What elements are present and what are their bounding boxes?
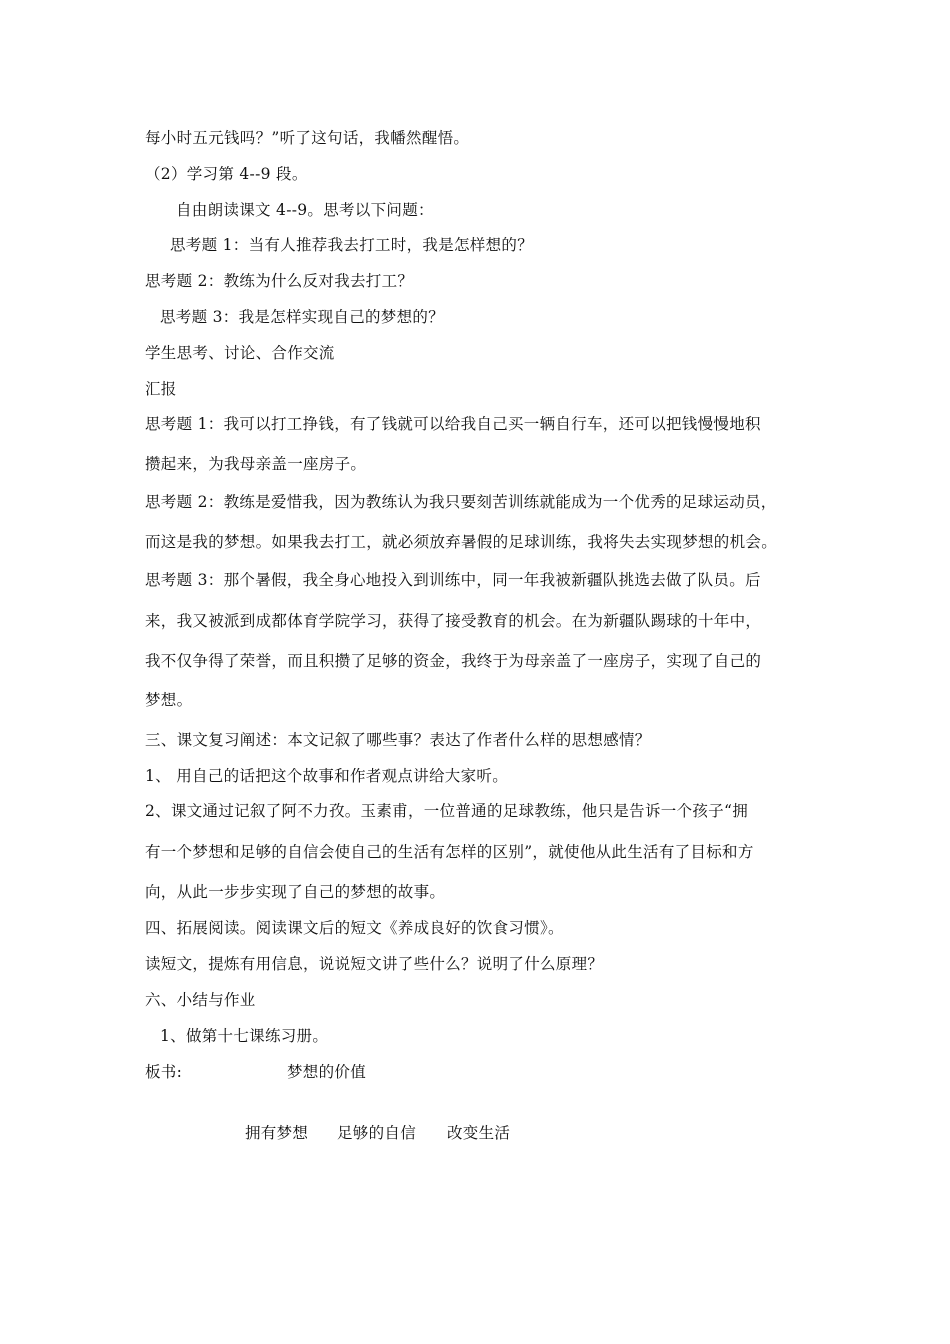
answer-line: 我不仅争得了荣誉，而且积攒了足够的资金，我终于为母亲盖了一座房子，实现了自己的 <box>145 652 762 670</box>
answer-line: 梦想。 <box>145 691 193 709</box>
answer-line: 思考题 3：那个暑假，我全身心地投入到训练中，同一年我被新疆队挑选去做了队员。后 <box>145 571 761 589</box>
question-line: 思考题 3：我是怎样实现自己的梦想的？ <box>160 308 444 326</box>
section-heading: 四、拓展阅读。阅读课文后的短文《养成良好的饮食习惯》。 <box>145 919 564 937</box>
answer-line: 来，我又被派到成都体育学院学习，获得了接受教育的机会。在为新疆队踢球的十年中， <box>145 612 762 630</box>
section-heading: 三、课文复习阐述：本文记叙了哪些事？表达了作者什么样的思想感情？ <box>145 731 651 749</box>
board-label: 板书: <box>145 1063 183 1081</box>
section-heading: （2）学习第 4--9 段。 <box>145 165 308 183</box>
text-line: 有一个梦想和足够的自信会使自己的生活有怎样的区别”，就使他从此生活有了目标和方 <box>145 843 754 861</box>
answer-line: 而这是我的梦想。如果我去打工，就必须放弃暑假的足球训练，我将失去实现梦想的机会。 <box>145 533 778 551</box>
section-heading: 六、小结与作业 <box>145 991 256 1009</box>
text-line: 向，从此一步步实现了自己的梦想的故事。 <box>145 883 446 901</box>
answer-line: 攒起来，为我母亲盖一座房子。 <box>145 455 367 473</box>
text-line: 学生思考、讨论、合作交流 <box>145 344 335 362</box>
board-item: 改变生活 <box>447 1124 511 1142</box>
text-line: 读短文，提炼有用信息，说说短文讲了些什么？说明了什么原理？ <box>145 955 604 973</box>
question-line: 思考题 2：教练为什么反对我去打工？ <box>145 272 414 290</box>
board-item: 拥有梦想 <box>245 1124 309 1142</box>
text-line: 每小时五元钱吗？”听了这句话，我幡然醒悟。 <box>145 129 470 147</box>
board-item: 足够的自信 <box>337 1124 417 1142</box>
text-line: 汇报 <box>145 380 177 398</box>
board-title: 梦想的价值 <box>287 1063 367 1081</box>
text-line: 1、 用自己的话把这个故事和作者观点讲给大家听。 <box>145 767 508 785</box>
text-line: 自由朗读课文 4--9。思考以下问题： <box>176 201 434 219</box>
question-line: 思考题 1：当有人推荐我去打工时，我是怎样想的？ <box>170 236 533 254</box>
text-line: 2、课文通过记叙了阿不力孜。玉素甫，一位普通的足球教练，他只是告诉一个孩子“拥 <box>145 802 748 820</box>
answer-line: 思考题 2：教练是爱惜我，因为教练认为我只要刻苦训练就能成为一个优秀的足球运动员， <box>145 493 777 511</box>
text-line: 1、做第十七课练习册。 <box>160 1027 329 1045</box>
answer-line: 思考题 1：我可以打工挣钱，有了钱就可以给我自己买一辆自行车，还可以把钱慢慢地积 <box>145 415 761 433</box>
